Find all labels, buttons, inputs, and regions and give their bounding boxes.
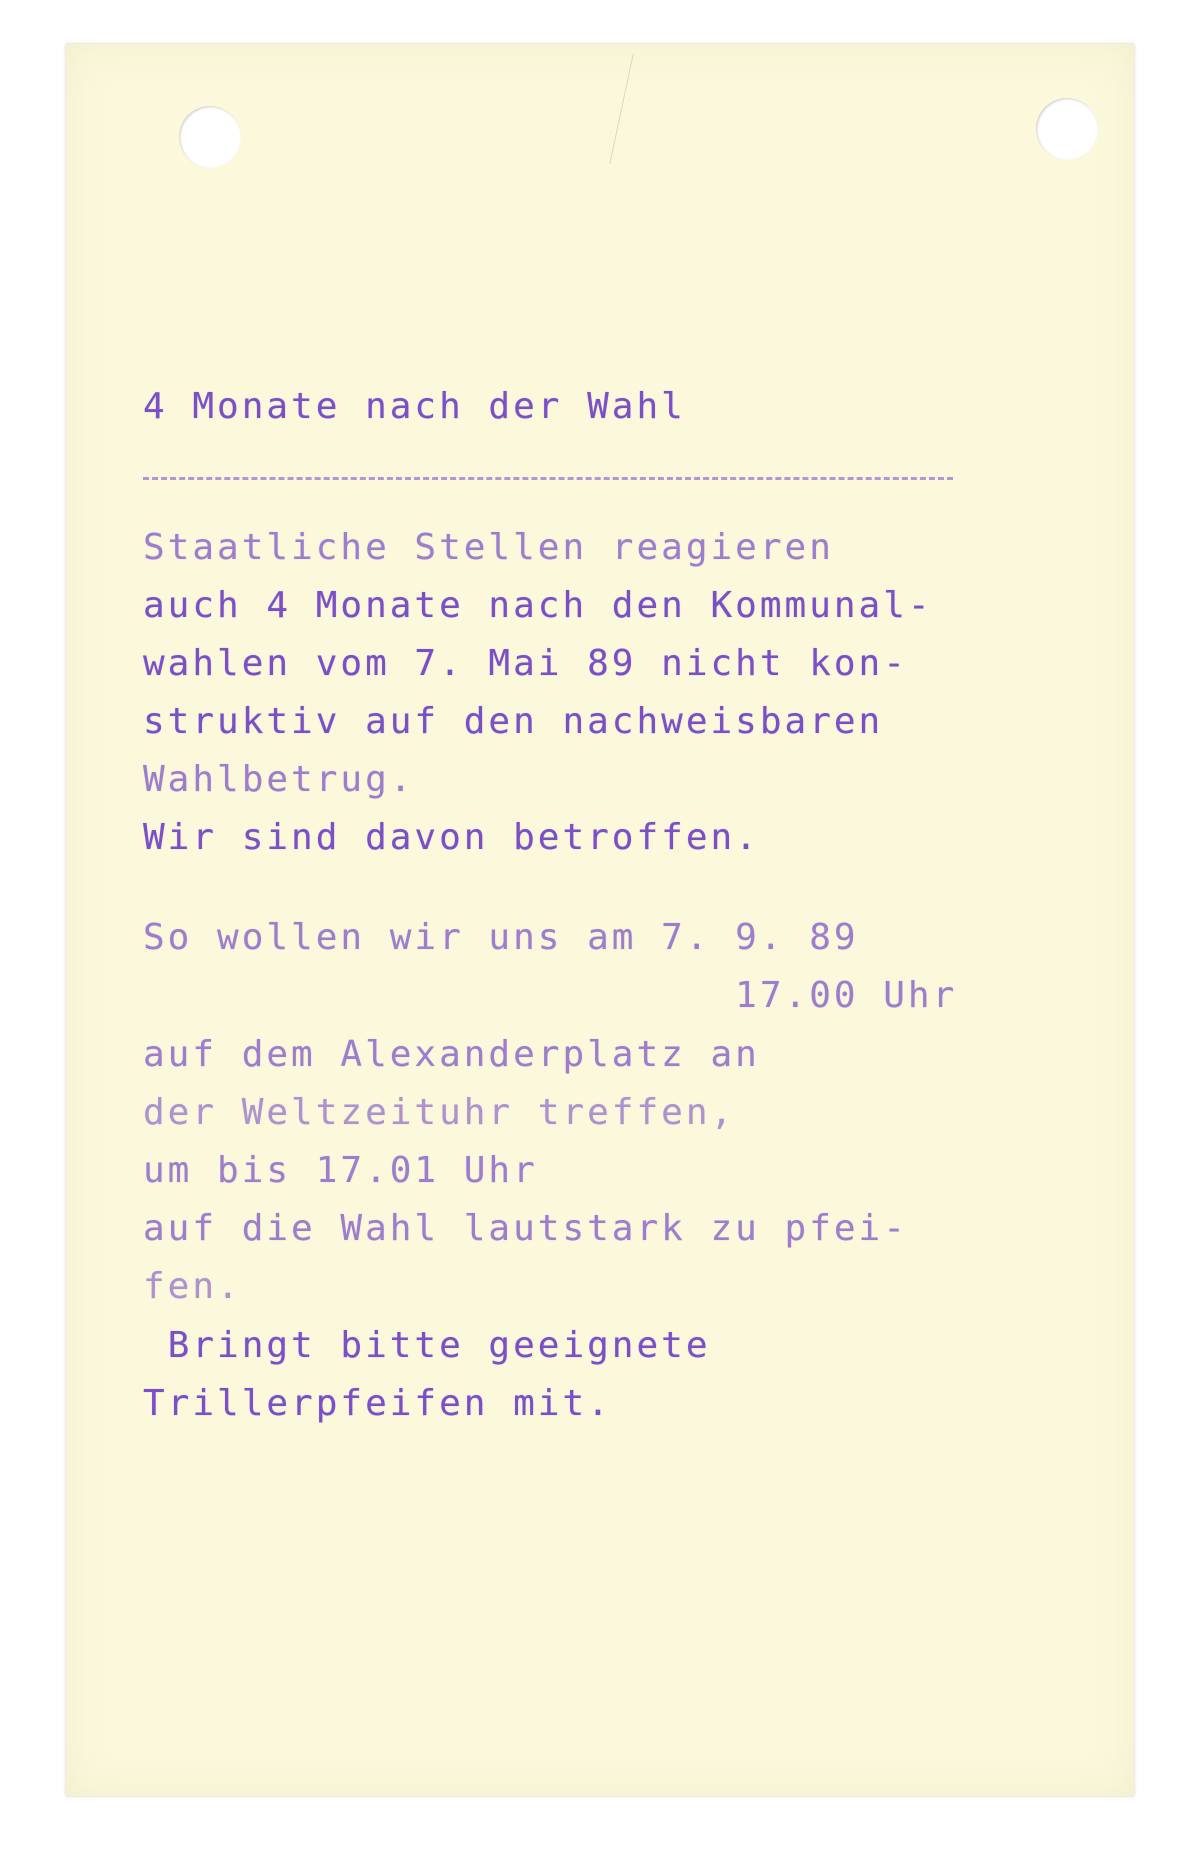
body-line: struktiv auf den nachweisbaren [143, 701, 884, 742]
body-line: wahlen vom 7. Mai 89 nicht kon- [143, 643, 908, 684]
flyer-title: 4 Monate nach der Wahl [143, 386, 686, 427]
punch-hole-left [179, 106, 241, 168]
meeting-line: So wollen wir uns am 7. 9. 89 [143, 917, 859, 958]
punch-hole-right [1036, 98, 1098, 160]
typed-underline-rule [143, 477, 953, 480]
meeting-time-line: 17.00 Uhr [143, 975, 958, 1016]
flyer-sheet [66, 44, 1134, 1796]
meeting-line: um bis 17.01 Uhr [143, 1150, 538, 1191]
body-line: Wahlbetrug. [143, 759, 415, 800]
paper-tear-mark [609, 54, 723, 164]
closing-line: Trillerpfeifen mit. [143, 1383, 612, 1424]
body-line: Staatliche Stellen reagieren [143, 527, 834, 568]
meeting-line: der Weltzeituhr treffen, [143, 1092, 736, 1133]
closing-line: Bringt bitte geeignete [143, 1325, 711, 1366]
meeting-line: fen. [143, 1266, 242, 1307]
meeting-line: auf die Wahl lautstark zu pfei- [143, 1208, 908, 1249]
body-line: auch 4 Monate nach den Kommunal- [143, 585, 933, 626]
meeting-line: auf dem Alexanderplatz an [143, 1034, 760, 1075]
body-line: Wir sind davon betroffen. [143, 817, 760, 858]
